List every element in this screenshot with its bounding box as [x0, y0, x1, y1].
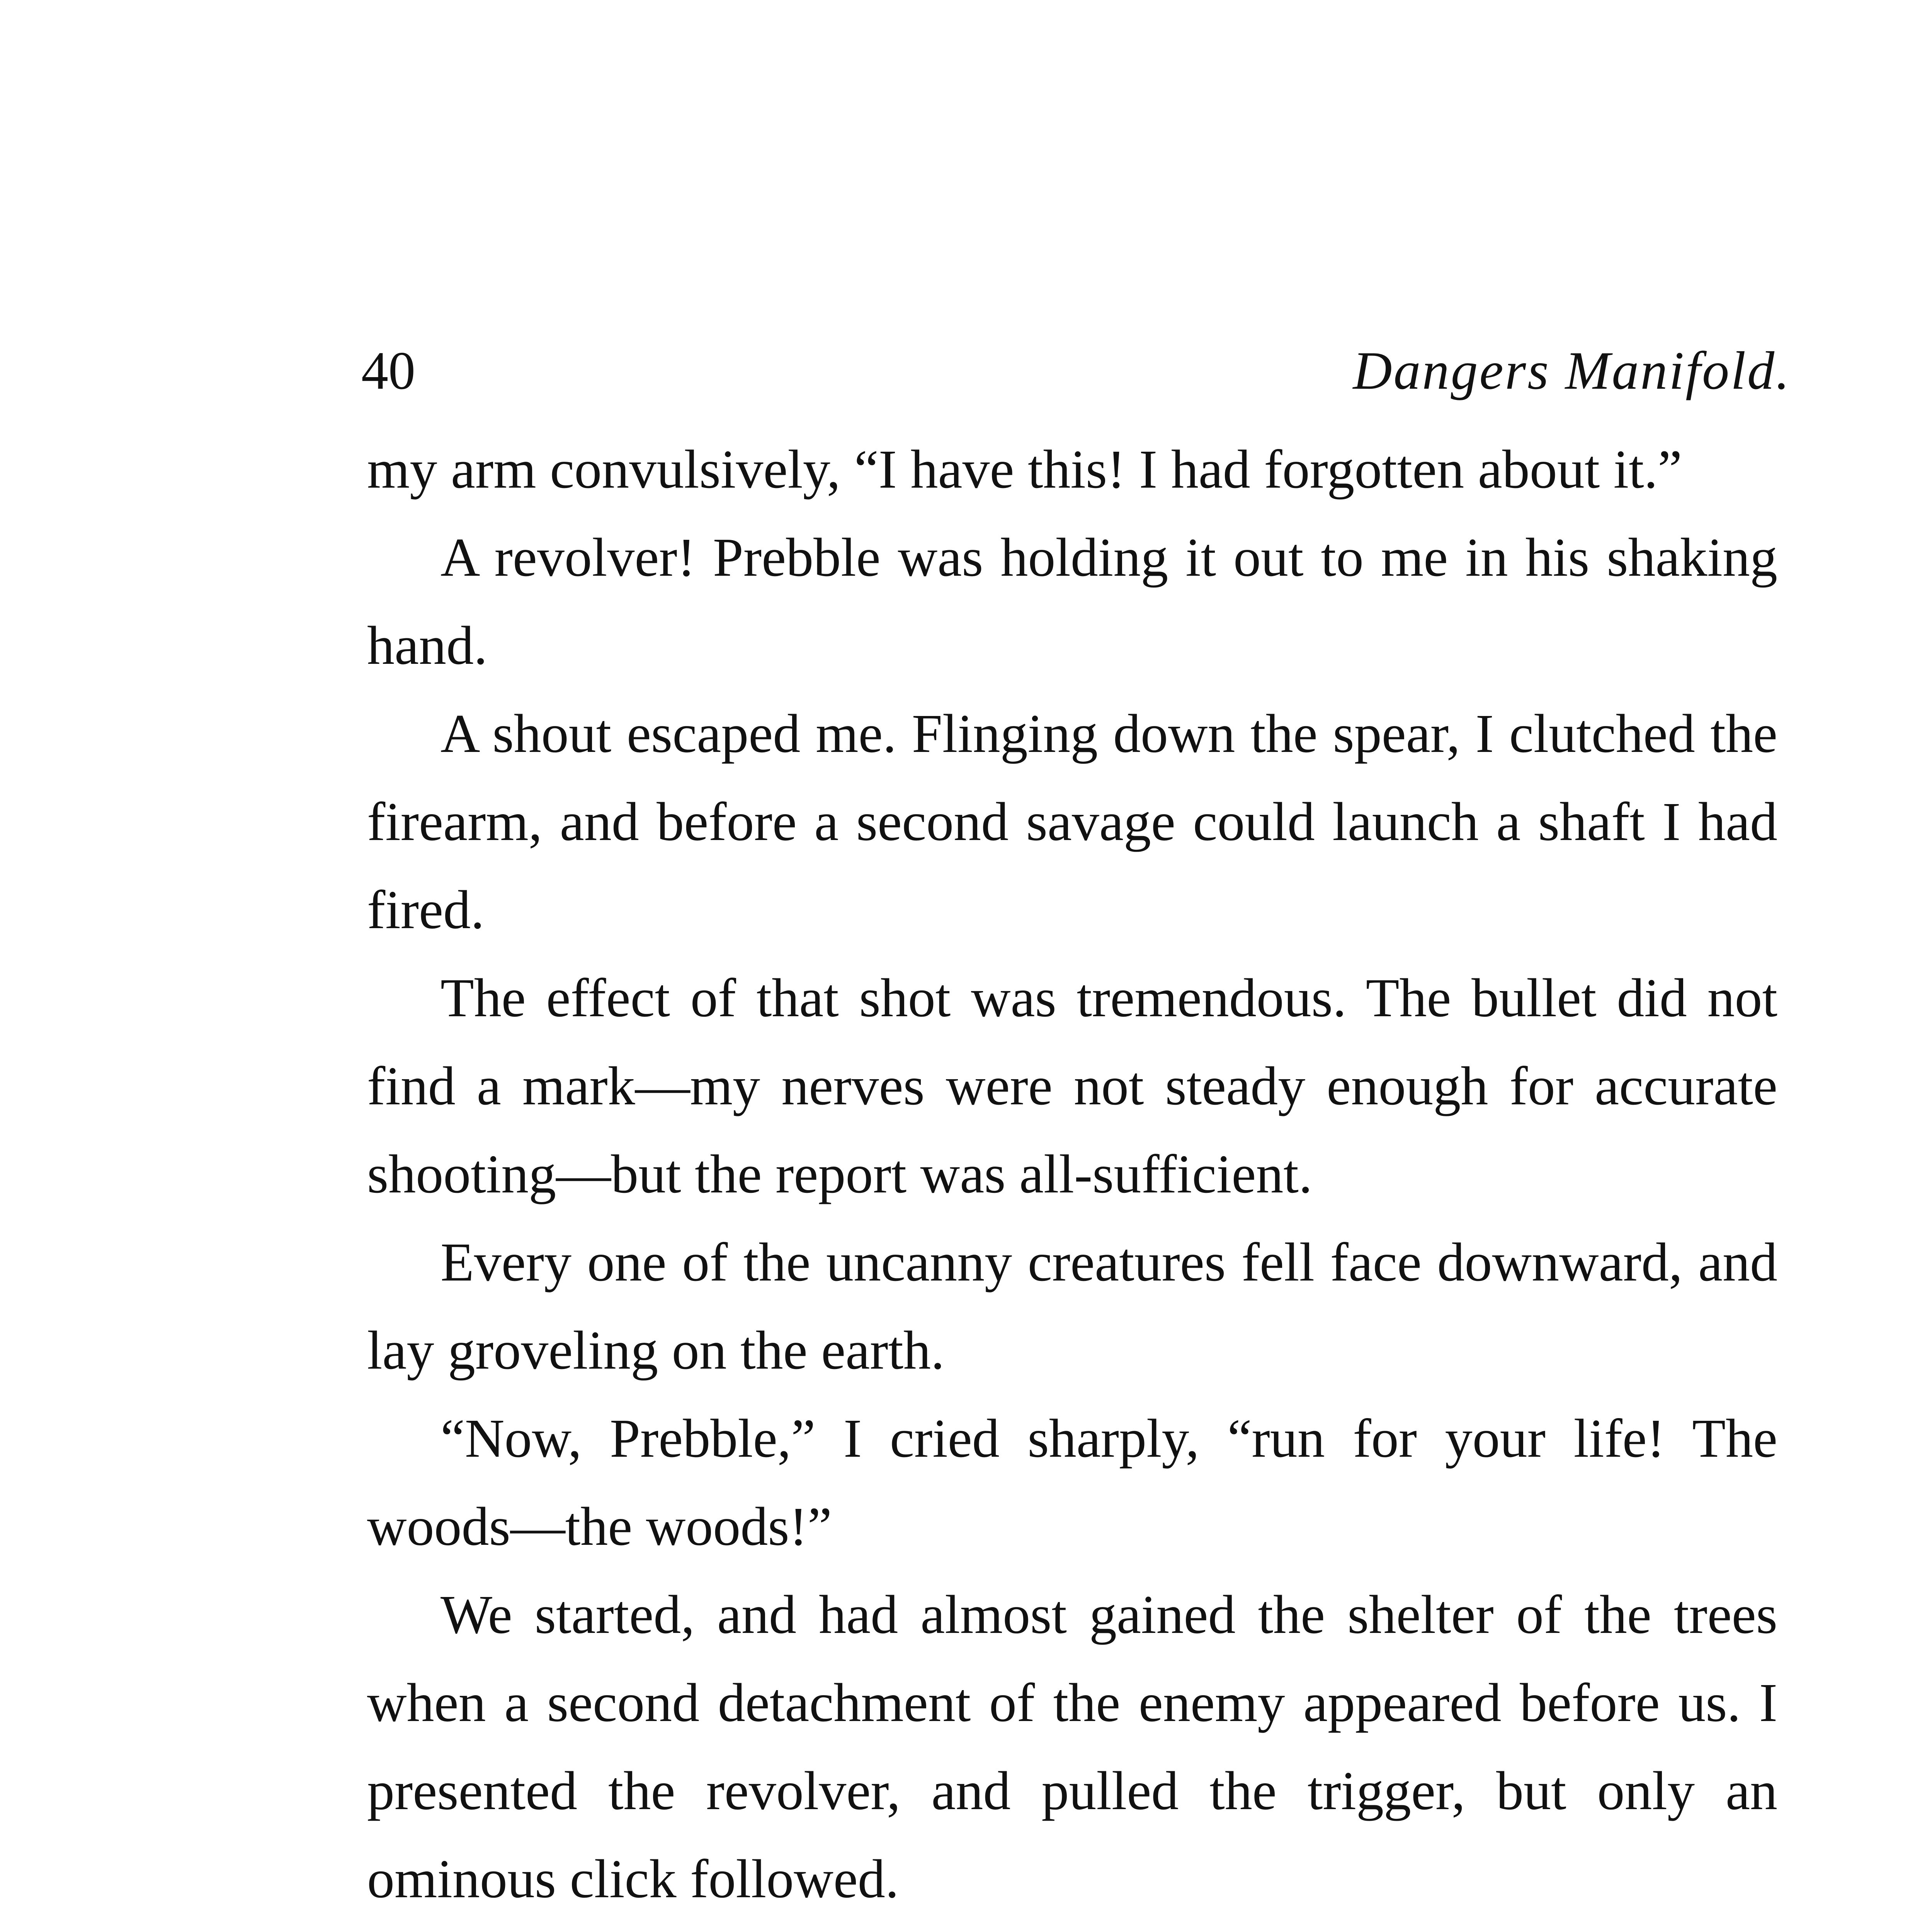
page-header: [361, 332, 1791, 417]
paragraph: my arm convulsively, “I have this! I had forgotten about it.”: [367, 439, 1682, 500]
paragraph: The effect of that shot was tremendous. The bullet did not find a mark—my nerves were not steady enough for accurate shooting—but the report was all-sufficient.: [367, 967, 1777, 1204]
paragraph: We started, and had almost gained the shelter of the trees when a second detachment of the enemy appeared before us. I presented the revolver, and pulled the trigger, but only an ominous click followed.: [367, 1584, 1777, 1909]
paragraph: [367, 1923, 1777, 1932]
paragraph: A revolver! Prebble was holding it out to me in his shaking hand.: [367, 527, 1777, 676]
page-number: 40: [361, 341, 415, 401]
paragraph: Every one of the uncanny creatures fell face downward, and lay groveling on the earth.: [367, 1231, 1777, 1381]
body-text: [367, 425, 1777, 1932]
paragraph: “Now, Prebble,” I cried sharply, “run for your life! The woods—the woods!”: [367, 1408, 1777, 1557]
paragraph: A shout escaped me. Flinging down the spear, I clutched the firearm, and before a second savage could launch a shaft I had fired.: [367, 703, 1777, 940]
running-title: Dangers Manifold.: [1353, 341, 1791, 401]
